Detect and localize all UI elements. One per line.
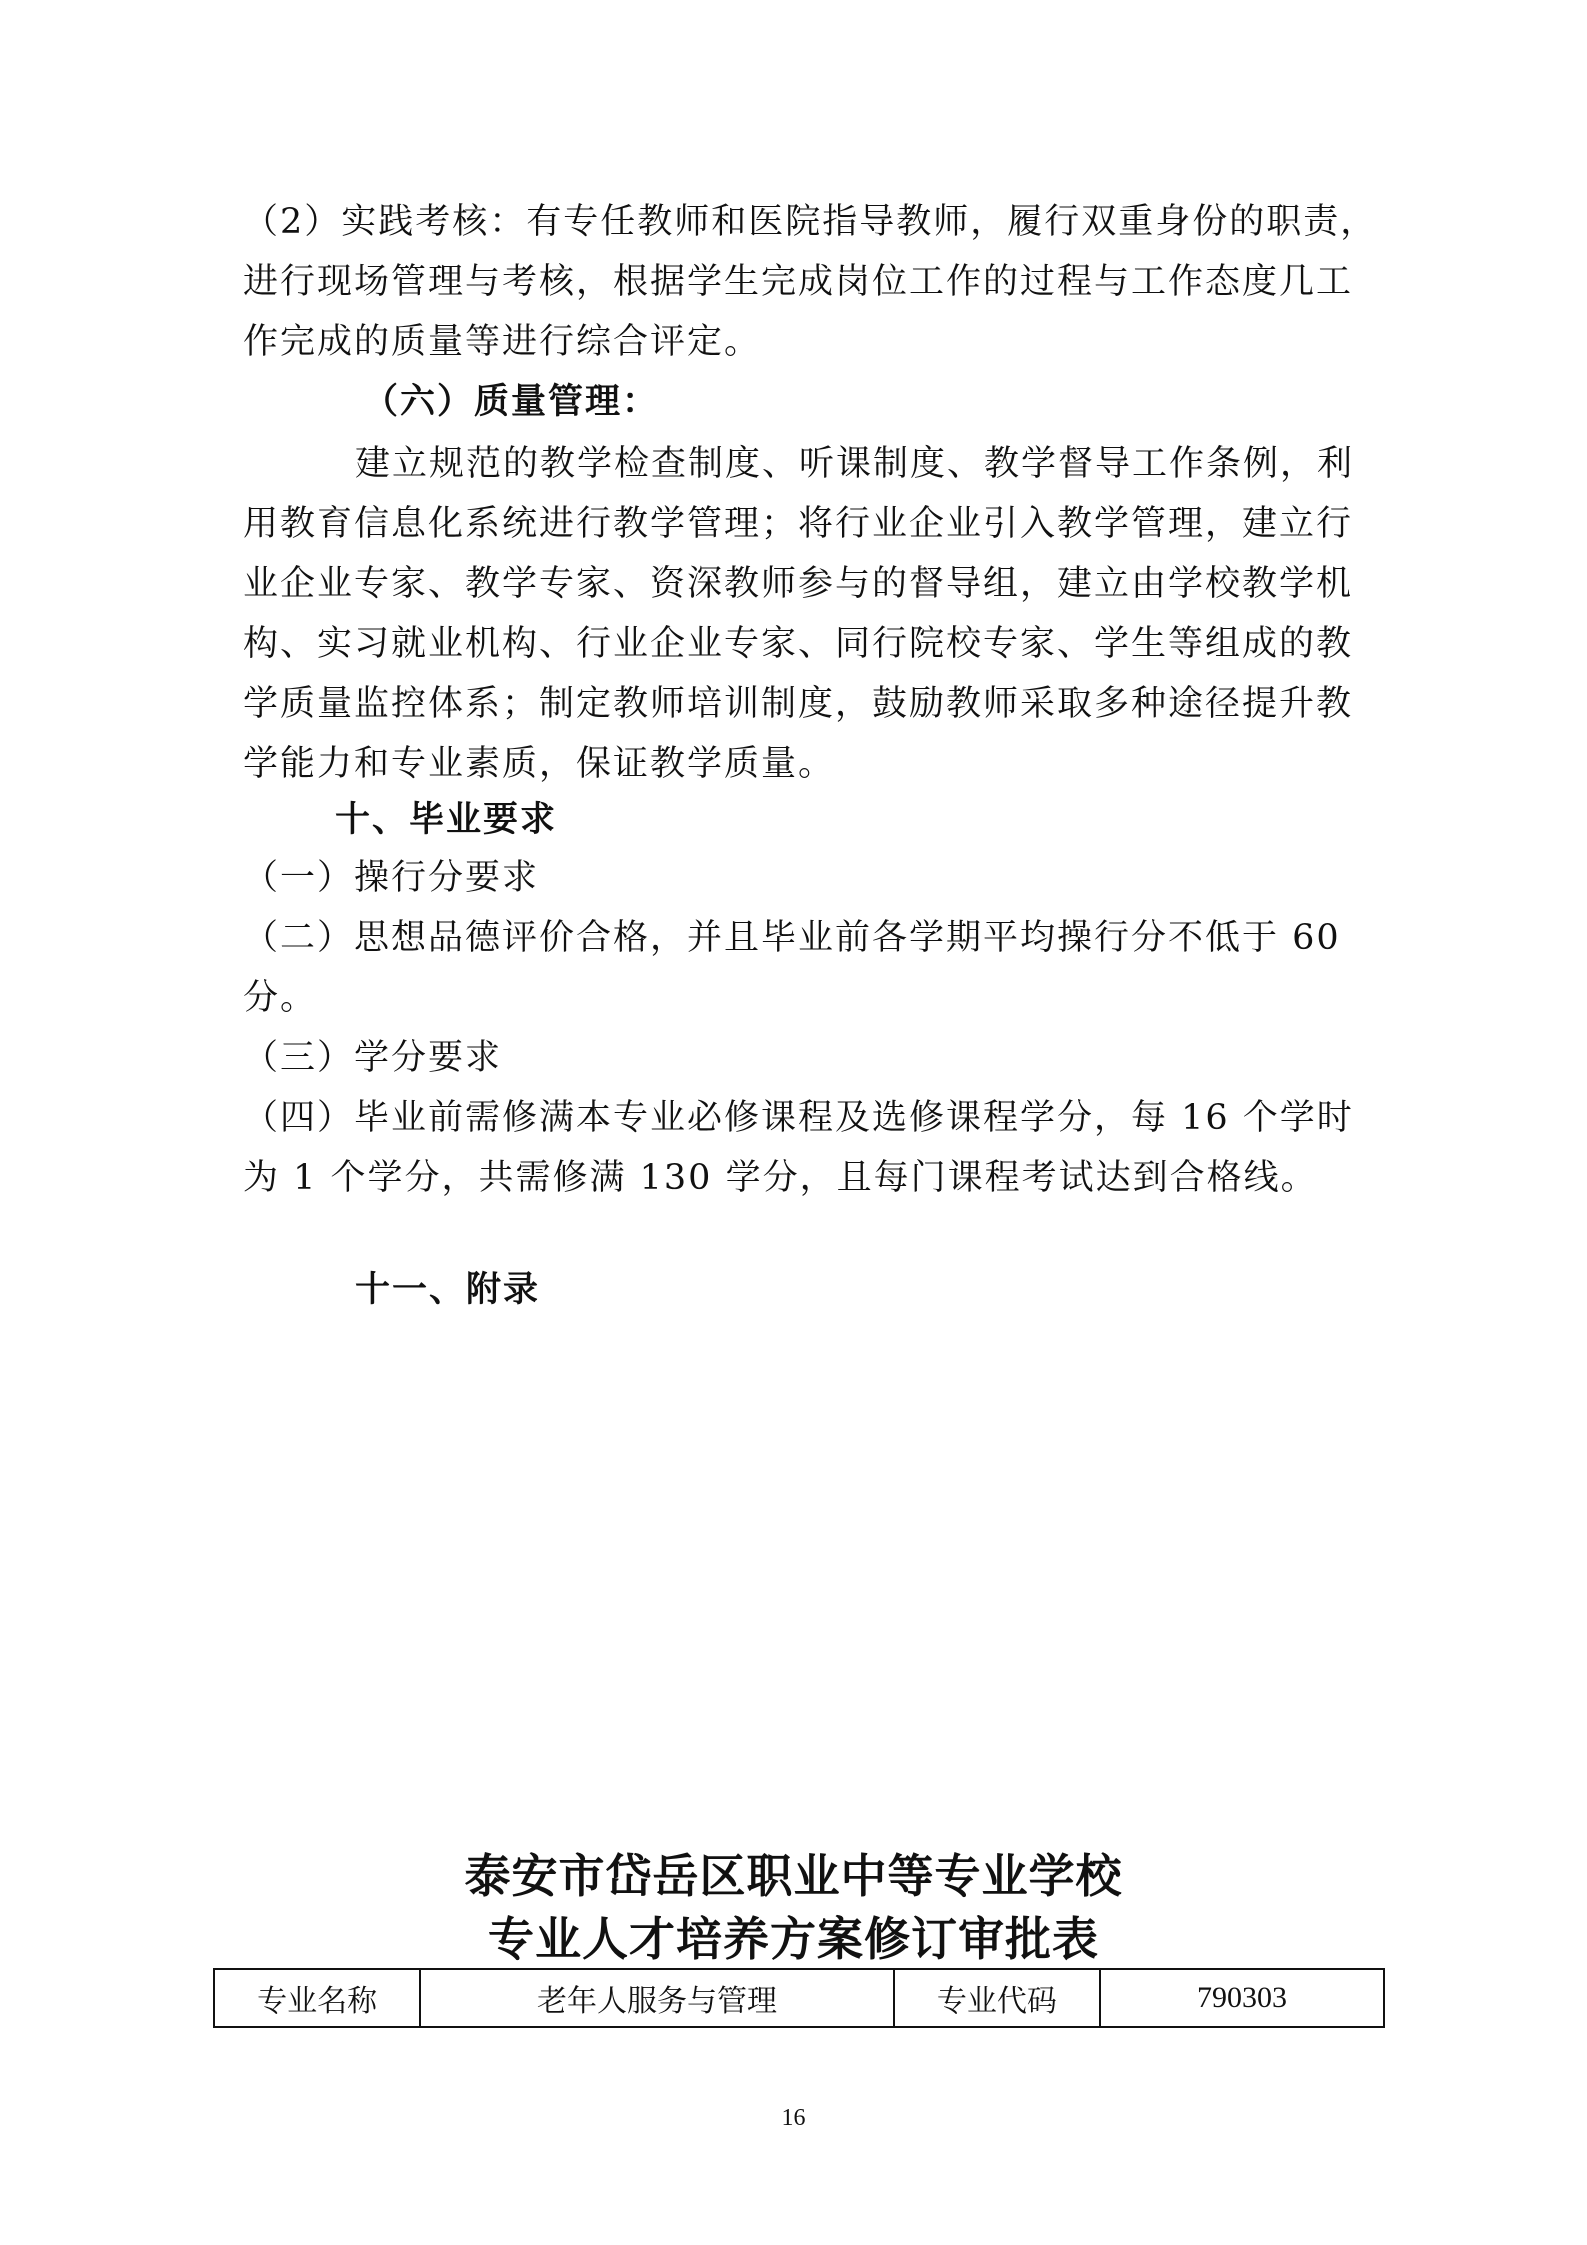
text-line: 业企业专家、教学专家、资深教师参与的督导组，建立由学校教学机 (243, 564, 1354, 604)
major-name-label-cell: 专业名称 (214, 1969, 420, 2027)
graduation-requirements-list (243, 848, 1355, 1208)
appendix-heading: 十一、附录 (355, 1270, 541, 1310)
major-name-value-cell: 老年人服务与管理 (420, 1969, 894, 2027)
graduation-requirements-heading: 十、毕业要求 (335, 800, 558, 840)
approval-table (213, 1968, 1385, 2028)
list-item: （一）操行分要求 (243, 858, 540, 898)
list-item: （二）思想品德评价合格，并且毕业前各学期平均操行分不低于 60 (243, 918, 1341, 958)
list-item: 为 1 个学分，共需修满 130 学分，且每门课程考试达到合格线。 (243, 1158, 1318, 1198)
text-line: 构、实习就业机构、行业企业专家、同行院校专家、学生等组成的教 (243, 624, 1354, 664)
quality-management-paragraph (243, 434, 1355, 794)
approval-form-title-line2: 专业人才培养方案修订审批表 (488, 1912, 1099, 1966)
text-line: 用教育信息化系统进行教学管理；将行业企业引入教学管理，建立行 (243, 504, 1354, 544)
list-item: 分。 (243, 978, 318, 1018)
text-line: 学能力和专业素质，保证教学质量。 (243, 744, 836, 784)
table-row (214, 1969, 1384, 2027)
text-line: （2）实践考核：有专任教师和医院指导教师，履行双重身份的职责， (243, 202, 1378, 242)
text-line: 建立规范的教学检查制度、听课制度、教学督导工作条例，利 (355, 444, 1355, 484)
list-item: （三）学分要求 (243, 1038, 503, 1078)
quality-management-heading: （六）质量管理： (363, 382, 660, 422)
text-line: 作完成的质量等进行综合评定。 (243, 322, 762, 362)
major-code-value-cell: 790303 (1100, 1969, 1384, 2027)
practice-assessment-paragraph (243, 192, 1378, 372)
text-line: 进行现场管理与考核，根据学生完成岗位工作的过程与工作态度几工 (243, 262, 1354, 302)
text-line: 学质量监控体系；制定教师培训制度，鼓励教师采取多种途径提升教 (243, 684, 1354, 724)
major-code-label-cell: 专业代码 (894, 1969, 1100, 2027)
list-item: （四）毕业前需修满本专业必修课程及选修课程学分，每 16 个学时 (243, 1098, 1354, 1138)
page-number: 16 (781, 2105, 806, 2131)
approval-form-title-line1: 泰安市岱岳区职业中等专业学校 (464, 1849, 1123, 1903)
